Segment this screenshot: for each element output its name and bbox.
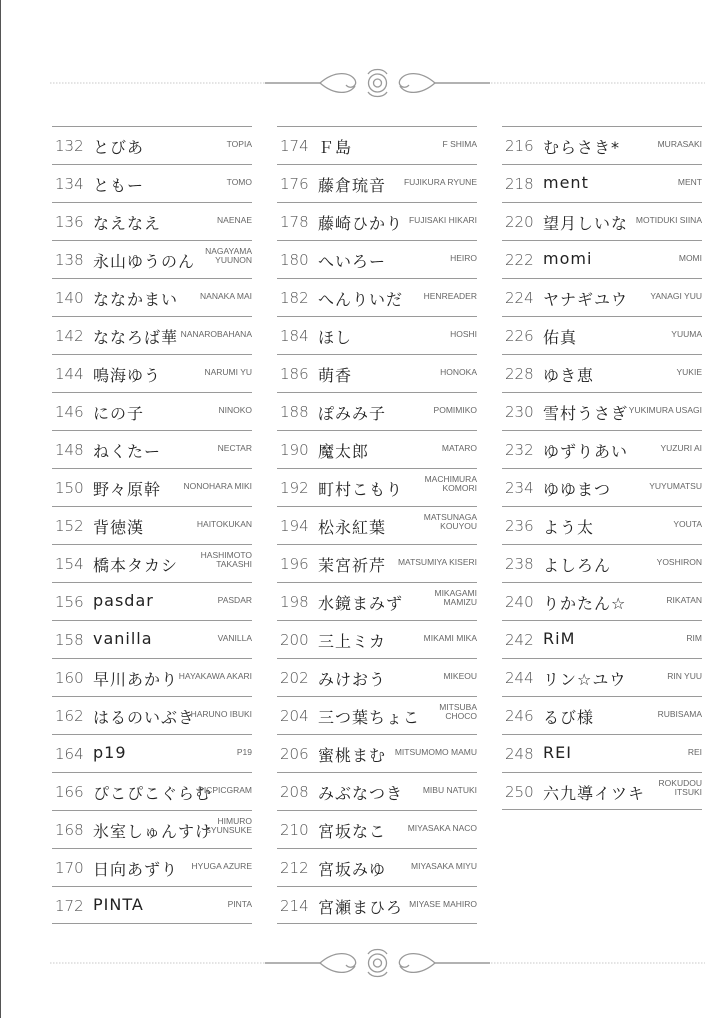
artist-romaji: MATARO <box>441 443 477 453</box>
list-item <box>502 734 702 772</box>
list-item <box>277 240 477 278</box>
list-item <box>277 126 477 164</box>
artist-name: 日向あずり <box>93 860 179 879</box>
artist-name: ぽみみ子 <box>318 404 387 423</box>
artist-name: へんりいだ <box>318 290 404 309</box>
artist-name: 萌香 <box>318 366 353 385</box>
list-item <box>277 620 477 658</box>
page-number: 144 <box>55 365 84 383</box>
artist-name: りかたん☆ <box>543 594 627 613</box>
page-number: 162 <box>55 707 84 725</box>
artist-name: なえなえ <box>93 214 162 233</box>
artist-name: よう太 <box>543 518 595 537</box>
list-item <box>502 772 702 810</box>
artist-romaji: F SHIMA <box>442 139 477 149</box>
list-item <box>277 392 477 430</box>
artist-name: ment <box>543 173 589 192</box>
artist-romaji: MIYASE MAHIRO <box>409 899 477 909</box>
artist-name: 宮瀬まひろ <box>318 898 404 917</box>
list-item <box>277 202 477 240</box>
artist-romaji: NONOHARA MIKI <box>183 481 252 491</box>
artist-name: 茉宮祈芹 <box>318 556 387 575</box>
artist-romaji: FUJIKURA RYUNE <box>403 177 477 187</box>
artist-romaji: MATSUMIYA KISERI <box>397 557 477 567</box>
page-number: 212 <box>280 859 309 877</box>
artist-name: 永山ゆうのん <box>93 252 196 271</box>
list-item <box>277 772 477 810</box>
page-number: 240 <box>505 593 534 611</box>
artist-romaji: PASDAR <box>217 595 252 605</box>
page-number: 172 <box>55 897 84 915</box>
page-number: 152 <box>55 517 84 535</box>
artist-name: ぴこぴこぐらむ <box>93 784 213 803</box>
artist-name: むらさき* <box>543 138 621 157</box>
list-item <box>277 354 477 392</box>
list-item <box>502 316 702 354</box>
artist-name: 雪村うさぎ <box>543 404 629 423</box>
list-item <box>502 658 702 696</box>
page-number: 158 <box>55 631 84 649</box>
artist-name: 早川あかり <box>93 670 179 689</box>
artist-romaji: HIMURO SYUNSUKE <box>205 816 252 835</box>
page-number: 222 <box>505 251 534 269</box>
artist-name: 宮坂みゆ <box>318 860 387 879</box>
page-number: 248 <box>505 745 534 763</box>
list-item <box>502 278 702 316</box>
artist-name: 六九導イツキ <box>543 784 646 803</box>
top-ornament <box>50 68 705 98</box>
list-item <box>52 810 252 848</box>
artist-name: 魔太郎 <box>318 442 370 461</box>
list-item <box>52 164 252 202</box>
list-item <box>277 544 477 582</box>
list-item <box>277 430 477 468</box>
artist-romaji: MIKAGAMI MAMIZU <box>434 588 477 607</box>
artist-romaji: MIBU NATUKI <box>422 785 477 795</box>
list-item <box>52 772 252 810</box>
list-item <box>277 810 477 848</box>
page-number: 244 <box>505 669 534 687</box>
page-number: 138 <box>55 251 84 269</box>
list-item <box>52 582 252 620</box>
list-item <box>277 278 477 316</box>
list-item <box>52 468 252 506</box>
artist-romaji: TOMO <box>226 177 252 187</box>
page-number: 236 <box>505 517 534 535</box>
page-number: 220 <box>505 213 534 231</box>
artist-name: 鳴海ゆう <box>93 366 162 385</box>
artist-name: 野々原幹 <box>93 480 162 499</box>
page-number: 250 <box>505 783 534 801</box>
page-edge-line <box>0 0 1 1018</box>
artist-romaji: RIKATAN <box>666 595 702 605</box>
list-item <box>502 202 702 240</box>
artist-romaji: YUUMA <box>671 329 702 339</box>
artist-name: 背徳漢 <box>93 518 145 537</box>
artist-name: ゆずりあい <box>543 442 629 461</box>
artist-romaji: YUKIMURA USAGI <box>628 405 702 415</box>
page-number: 200 <box>280 631 309 649</box>
artist-romaji: TOPIA <box>226 139 252 149</box>
artist-name: ななかまい <box>93 290 179 309</box>
page-number: 140 <box>55 289 84 307</box>
artist-romaji: HENREADER <box>423 291 477 301</box>
page-number: 160 <box>55 669 84 687</box>
artist-romaji: NECTAR <box>217 443 252 453</box>
artist-name: Ｆ島 <box>318 138 353 157</box>
artist-name: ゆき恵 <box>543 366 595 385</box>
artist-romaji: RIM <box>686 633 702 643</box>
list-item <box>502 392 702 430</box>
list-item <box>277 658 477 696</box>
list-item <box>502 582 702 620</box>
page-number: 238 <box>505 555 534 573</box>
artist-romaji: YUKIE <box>676 367 702 377</box>
page-number: 154 <box>55 555 84 573</box>
artist-name: にの子 <box>93 404 145 423</box>
artist-romaji: VANILLA <box>217 633 252 643</box>
artist-romaji: REI <box>687 747 702 757</box>
list-item <box>502 240 702 278</box>
artist-name: 藤崎ひかり <box>318 214 404 233</box>
list-item <box>52 240 252 278</box>
artist-name: ともー <box>93 176 145 195</box>
artist-romaji: HYUGA AZURE <box>191 861 252 871</box>
page-number: 194 <box>280 517 309 535</box>
list-item <box>52 392 252 430</box>
page-number: 156 <box>55 593 84 611</box>
artist-romaji: MATSUNAGA KOUYOU <box>423 512 477 531</box>
page-number: 206 <box>280 745 309 763</box>
page-number: 230 <box>505 403 534 421</box>
list-item <box>277 164 477 202</box>
column-2 <box>277 126 477 924</box>
page-number: 198 <box>280 593 309 611</box>
artist-name: とびあ <box>93 138 145 157</box>
artist-romaji: MIKAMI MIKA <box>423 633 477 643</box>
page-number: 192 <box>280 479 309 497</box>
artist-name: 蜜桃まむ <box>318 746 387 765</box>
artist-romaji: HASHIMOTO TAKASHI <box>200 550 252 569</box>
artist-name: momi <box>543 249 593 268</box>
list-item <box>502 620 702 658</box>
page-number: 214 <box>280 897 309 915</box>
page-number: 242 <box>505 631 534 649</box>
artist-romaji: MIYASAKA MIYU <box>411 861 477 871</box>
artist-name: ヤナギユウ <box>543 290 629 309</box>
artist-name: p19 <box>93 743 127 762</box>
artist-name: 松永紅葉 <box>318 518 387 537</box>
artist-romaji: HEIRO <box>450 253 477 263</box>
artist-name: へいろー <box>318 252 387 271</box>
artist-name: 氷室しゅんすけ <box>93 822 213 841</box>
artist-name: vanilla <box>93 629 153 648</box>
artist-romaji: HAYAKAWA AKARI <box>178 671 252 681</box>
page-number: 170 <box>55 859 84 877</box>
artist-name: 藤倉琉音 <box>318 176 387 195</box>
list-item <box>277 582 477 620</box>
artist-romaji: FUJISAKI HIKARI <box>408 215 477 225</box>
list-item <box>52 886 252 924</box>
page-number: 182 <box>280 289 309 307</box>
page-number: 186 <box>280 365 309 383</box>
artist-romaji: HARUNO IBUKI <box>190 709 252 719</box>
page-number: 232 <box>505 441 534 459</box>
artist-romaji: MITSUMOMO MAMU <box>394 747 477 757</box>
list-item <box>52 430 252 468</box>
artist-name: 宮坂なこ <box>318 822 387 841</box>
artist-romaji: ROKUDOU ITSUKI <box>658 778 702 797</box>
page-number: 216 <box>505 137 534 155</box>
artist-name: はるのいぶき <box>93 708 196 727</box>
page-number: 196 <box>280 555 309 573</box>
list-item <box>277 886 477 924</box>
list-item <box>52 544 252 582</box>
artist-name: ほし <box>318 328 353 347</box>
page-number: 132 <box>55 137 84 155</box>
page-number: 210 <box>280 821 309 839</box>
list-item <box>52 354 252 392</box>
page-number: 174 <box>280 137 309 155</box>
list-item <box>502 354 702 392</box>
page-number: 184 <box>280 327 309 345</box>
artist-romaji: POMIMIKO <box>433 405 477 415</box>
page-number: 142 <box>55 327 84 345</box>
list-item <box>502 506 702 544</box>
list-item <box>52 202 252 240</box>
artist-name: るび様 <box>543 708 595 727</box>
artist-name: 町村こもり <box>318 480 404 499</box>
list-item <box>502 126 702 164</box>
artist-name: よしろん <box>543 556 612 575</box>
list-item <box>277 848 477 886</box>
artist-romaji: HAITOKUKAN <box>196 519 252 529</box>
list-item <box>52 506 252 544</box>
artist-romaji: HONOKA <box>440 367 477 377</box>
artist-name: 水鏡まみず <box>318 594 404 613</box>
list-item <box>502 696 702 734</box>
artist-romaji: YUYUMATSU <box>649 481 702 491</box>
list-item <box>277 468 477 506</box>
list-item <box>502 544 702 582</box>
artist-romaji: MENT <box>677 177 702 187</box>
list-item <box>277 316 477 354</box>
artist-name: REI <box>543 743 572 762</box>
artist-name: ゆゆまつ <box>543 480 612 499</box>
list-item <box>52 126 252 164</box>
list-item <box>52 734 252 772</box>
artist-romaji: NAENAE <box>217 215 252 225</box>
artist-romaji: MITSUBA CHOCO <box>439 702 477 721</box>
page-number: 150 <box>55 479 84 497</box>
page-number: 146 <box>55 403 84 421</box>
page-number: 168 <box>55 821 84 839</box>
page-number: 202 <box>280 669 309 687</box>
artist-name: 佑真 <box>543 328 578 347</box>
page-number: 148 <box>55 441 84 459</box>
artist-romaji: HOSHI <box>450 329 477 339</box>
page-number: 180 <box>280 251 309 269</box>
page-number: 176 <box>280 175 309 193</box>
artist-romaji: MOMI <box>678 253 702 263</box>
artist-name: pasdar <box>93 591 154 610</box>
list-item <box>277 734 477 772</box>
list-item <box>277 696 477 734</box>
artist-name: RiM <box>543 629 576 648</box>
list-item <box>502 468 702 506</box>
page-number: 164 <box>55 745 84 763</box>
list-item <box>52 278 252 316</box>
artist-romaji: YUZURI AI <box>660 443 702 453</box>
list-item <box>52 620 252 658</box>
artist-romaji: NANAKA MAI <box>200 291 252 301</box>
artist-romaji: NANAROBAHANA <box>180 329 252 339</box>
page-number: 224 <box>505 289 534 307</box>
artist-romaji: MACHIMURA KOMORI <box>424 474 477 493</box>
artist-name: 三上ミカ <box>318 632 387 651</box>
page-number: 166 <box>55 783 84 801</box>
bottom-ornament <box>50 948 705 978</box>
artist-romaji: NARUMI YU <box>204 367 252 377</box>
artist-romaji: YOSHIRON <box>656 557 702 567</box>
list-item <box>277 506 477 544</box>
page-number: 228 <box>505 365 534 383</box>
artist-name: ななろば華 <box>93 328 179 347</box>
artist-romaji: PINTA <box>227 899 252 909</box>
artist-name: 三つ葉ちょこ <box>318 708 421 727</box>
artist-name: PINTA <box>93 895 144 914</box>
artist-romaji: YANAGI YUU <box>650 291 702 301</box>
artist-name: ねくたー <box>93 442 162 461</box>
list-item <box>52 316 252 354</box>
artist-romaji: PICPICGRAM <box>198 785 252 795</box>
page-number: 246 <box>505 707 534 725</box>
column-3 <box>502 126 702 810</box>
page-number: 178 <box>280 213 309 231</box>
artist-romaji: NAGAYAMA YUUNON <box>205 246 252 265</box>
list-item <box>502 164 702 202</box>
artist-name: リン☆ユウ <box>543 670 627 689</box>
artist-romaji: MURASAKI <box>657 139 702 149</box>
list-item <box>502 430 702 468</box>
artist-romaji: MIYASAKA NACO <box>407 823 477 833</box>
artist-name: みぶなつき <box>318 784 404 803</box>
artist-name: 橋本タカシ <box>93 556 179 575</box>
artist-name: みけおう <box>318 670 387 689</box>
page-number: 218 <box>505 175 534 193</box>
page-number: 136 <box>55 213 84 231</box>
artist-romaji: YOUTA <box>673 519 702 529</box>
artist-romaji: RIN YUU <box>667 671 702 681</box>
list-item <box>52 848 252 886</box>
page-number: 208 <box>280 783 309 801</box>
column-1 <box>52 126 252 924</box>
list-item <box>52 658 252 696</box>
artist-romaji: NINOKO <box>218 405 252 415</box>
artist-romaji: RUBISAMA <box>657 709 702 719</box>
list-item <box>52 696 252 734</box>
artist-romaji: P19 <box>236 747 252 757</box>
page-number: 234 <box>505 479 534 497</box>
page-number: 204 <box>280 707 309 725</box>
page-number: 190 <box>280 441 309 459</box>
page-number: 226 <box>505 327 534 345</box>
artist-name: 望月しいな <box>543 214 629 233</box>
page-number: 188 <box>280 403 309 421</box>
artist-romaji: MOTIDUKI SIINA <box>635 215 702 225</box>
page-number: 134 <box>55 175 84 193</box>
artist-romaji: MIKEOU <box>443 671 477 681</box>
